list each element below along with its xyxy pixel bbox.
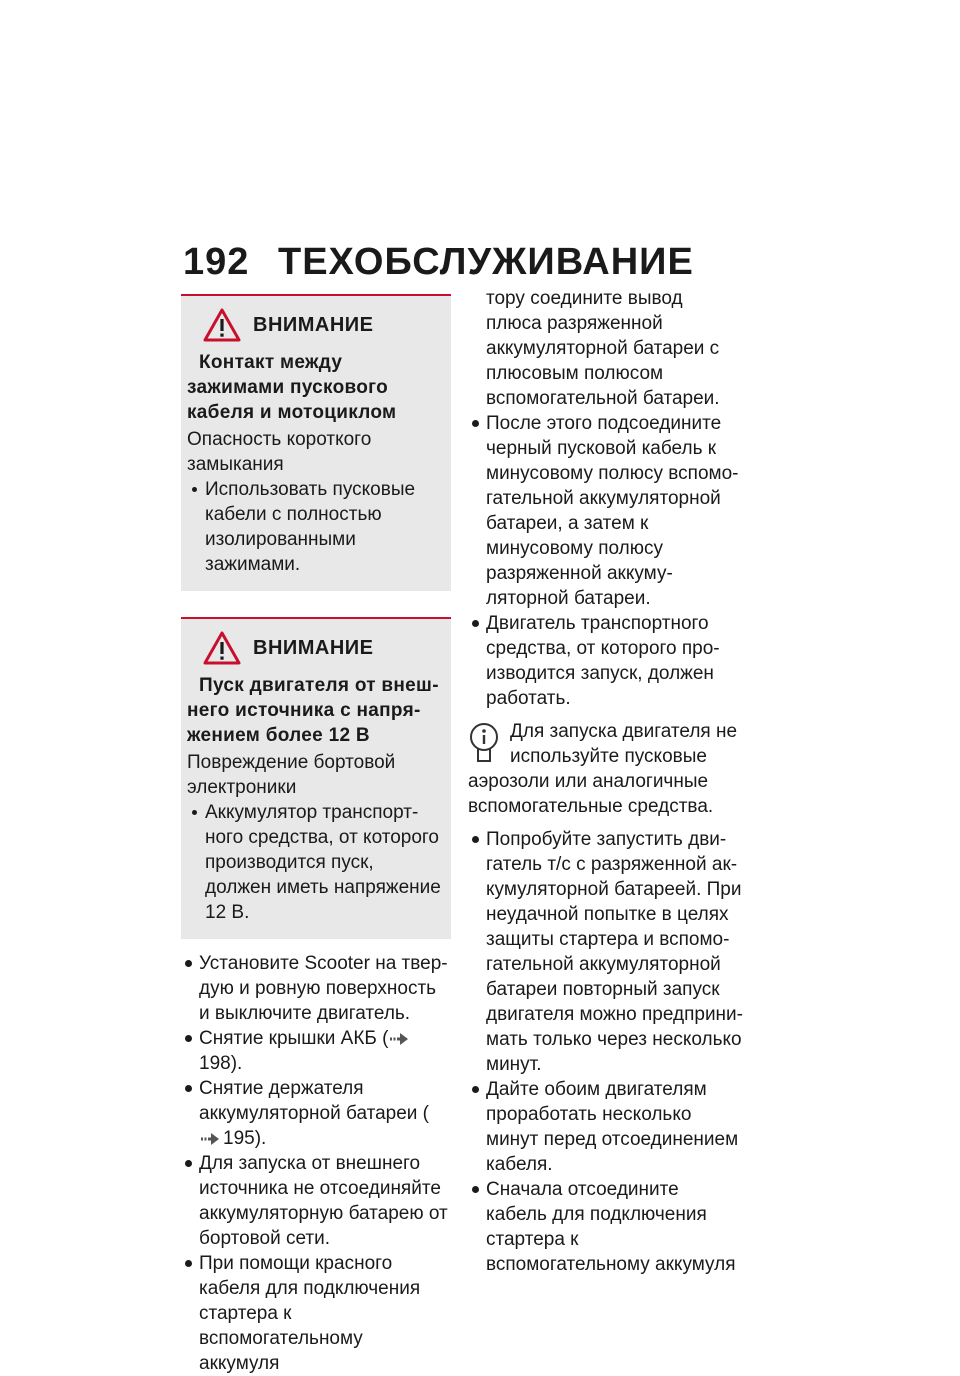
list-item: Для запуска от внешнего источника не отсоединяйте аккумуляторную батарею от бортовой сети. <box>181 1151 451 1251</box>
info-note <box>468 719 743 819</box>
list-item: Установите Scooter на твердую и ровную поверхность и выключите двигатель. <box>181 951 451 1026</box>
warning-bullet: Аккумулятор транспортного средства, от которого производится пуск, должен иметь напряжение 12 В. <box>187 800 445 925</box>
page-reference-arrow-icon <box>390 1033 408 1045</box>
list-item <box>181 1026 451 1076</box>
list-item-text: Снятие держателя аккумуляторной батареи ( <box>199 1078 430 1124</box>
warning-text: Повреждение бортовой электроники <box>187 752 396 798</box>
warning-bullets <box>187 477 445 577</box>
list-item: Дайте обоим двигателям проработать несколько минут перед отсоединением кабеля. <box>468 1077 743 1177</box>
note-text: Для запуска двигателя не используйте пусковые аэрозоли или аналогичные вспомогательные средства. <box>468 721 738 817</box>
continued-text: тору соедините вывод плюса разряженной аккумуляторной батареи с плюсовым полюсом вспомогательной батареи. <box>486 288 720 409</box>
page-title: ТЕХОБСЛУЖИВАНИЕ <box>278 241 694 283</box>
page-reference[interactable]: 195). <box>223 1128 267 1149</box>
list-item: Двигатель транспортного средства, от которого производится запуск, должен работать. <box>468 611 743 711</box>
list-item <box>181 1076 451 1151</box>
list-item: При помощи красного кабеля для подключения стартера к вспомогательному аккумуля <box>181 1251 451 1376</box>
list-item: После этого подсоедините черный пусковой кабель к минусовому полюсу вспомогательной аккумуляторной батареи, а затем к минусовому полюсу разряженной аккумуляторной батареи. <box>468 411 743 611</box>
warning-title: Пуск двигателя от внешнего источника с напряжением более 12 В <box>187 675 439 746</box>
list-item-text: Снятие крышки АКБ ( <box>199 1028 389 1049</box>
warning-label: ВНИМАНИЕ <box>253 313 374 336</box>
warning-bullets <box>187 800 445 925</box>
warning-header <box>203 631 445 665</box>
warning-triangle-icon <box>203 631 241 665</box>
warning-bullet: Использовать пусковые кабели с полностью изолированными зажимами. <box>187 477 445 577</box>
warning-label: ВНИМАНИЕ <box>253 636 374 659</box>
warning-title: Контакт между зажимами пускового кабеля и мотоциклом <box>187 352 397 423</box>
warning-box <box>181 294 451 591</box>
procedure-list <box>181 951 451 1376</box>
procedure-list <box>468 827 743 1277</box>
warning-box <box>181 617 451 939</box>
info-icon <box>468 721 500 765</box>
list-item: Сначала отсоедините кабель для подключения стартера к вспомогательному аккумуля <box>468 1177 743 1277</box>
page-number: 192 <box>183 241 250 283</box>
right-column <box>468 286 743 1277</box>
page-reference[interactable]: 198). <box>199 1053 243 1074</box>
procedure-list <box>468 411 743 711</box>
warning-header <box>203 308 445 342</box>
page-reference-arrow-icon <box>201 1133 219 1145</box>
warning-triangle-icon <box>203 308 241 342</box>
left-column <box>181 294 451 1376</box>
warning-text: Опасность короткого замыкания <box>187 429 372 475</box>
list-item: Попробуйте запустить двигатель т/с с разряженной аккумуляторной батареей. При неудачной попытке в целях защиты стартера и вспомогательной аккумуляторной батареи повторный запуск двигателя можно предпринимать только через несколько минут. <box>468 827 743 1077</box>
